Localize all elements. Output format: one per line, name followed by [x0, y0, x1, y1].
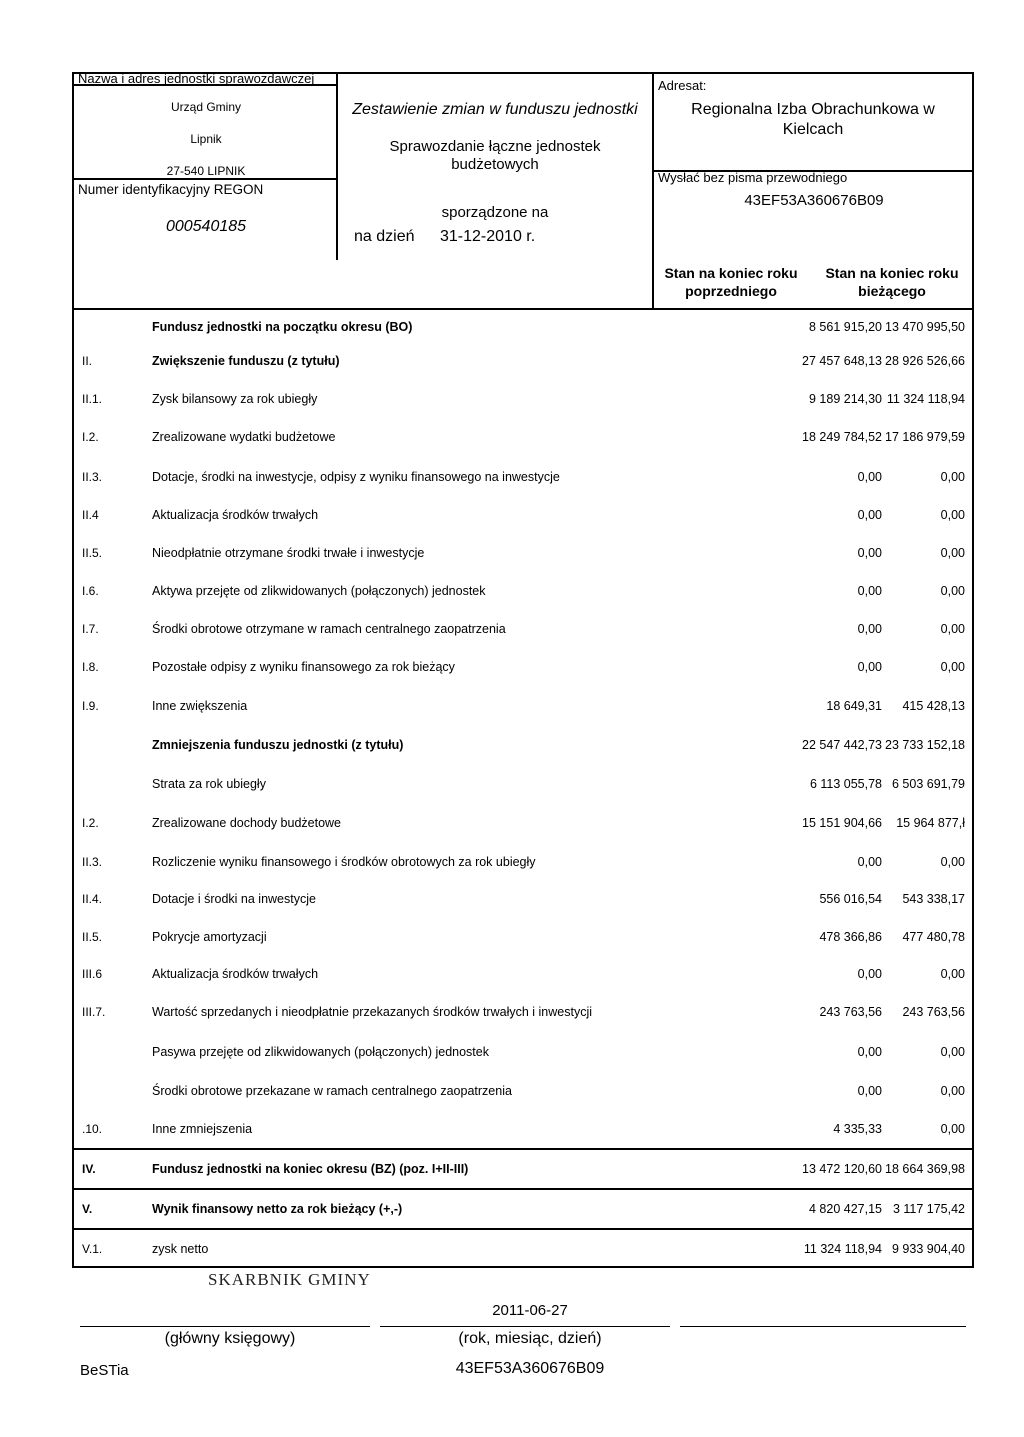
row-value-current: 0,00	[940, 584, 965, 598]
row-number: III.6	[82, 967, 103, 981]
row-value-current: 0,00	[940, 622, 965, 636]
table-row	[72, 687, 972, 726]
send-note: Wysłać bez pisma przewodniego	[658, 170, 848, 185]
row-value-previous: 0,00	[857, 1045, 882, 1059]
row-number: II.	[82, 354, 93, 368]
row-value-current: 18 664 369,98	[885, 1162, 965, 1176]
row-label: Pozostałe odpisy z wyniku finansowego za rok bieżący	[152, 660, 455, 674]
row-value-previous: 243 763,56	[819, 1005, 882, 1019]
row-label: zysk netto	[152, 1242, 209, 1256]
table-row	[72, 1033, 972, 1072]
doc-code: 43EF53A360676B09	[744, 192, 884, 209]
row-number: I.9.	[82, 699, 99, 713]
row-value-previous: 27 457 648,13	[802, 354, 882, 368]
table-row	[72, 918, 972, 957]
org-postcode: 27-540 LIPNIK	[166, 164, 246, 178]
row-number: .10.	[82, 1122, 103, 1136]
signature-date: 2011-06-27	[492, 1302, 568, 1319]
table-row	[72, 418, 972, 457]
table-row	[72, 380, 972, 419]
divider	[72, 178, 336, 180]
row-label: Fundusz jednostki na koniec okresu (BZ) (poz. I+II-III)	[152, 1162, 469, 1176]
table-row	[72, 1228, 972, 1267]
row-value-previous: 18 649,31	[826, 699, 882, 713]
row-label: Wartość sprzedanych i nieodpłatnie przekazanych środków trwałych i inwestycji	[152, 1005, 593, 1019]
row-number: I.2.	[82, 816, 99, 830]
signature-stamp: SKARBNIK GMINY	[208, 1270, 371, 1289]
row-number: I.7.	[82, 622, 99, 636]
row-number: I.8.	[82, 660, 99, 674]
table-row	[72, 880, 972, 919]
row-value-current: 15 964 877,ł	[896, 816, 965, 830]
row-value-current: 13 470 995,50	[885, 320, 965, 334]
row-value-previous: 478 366,86	[819, 930, 882, 944]
row-number: II.3.	[82, 470, 103, 484]
signature-line-date	[380, 1326, 670, 1327]
row-value-previous: 18 249 784,52	[802, 430, 882, 444]
row-number: V.1.	[82, 1242, 103, 1256]
row-value-previous: 0,00	[857, 546, 882, 560]
row-number: III.7.	[82, 1005, 106, 1019]
row-value-current: 28 926 526,66	[885, 354, 965, 368]
row-label: Zmniejszenia funduszu jednostki (z tytułu)	[152, 738, 404, 752]
row-value-previous: 0,00	[857, 584, 882, 598]
row-label: Fundusz jednostki na początku okresu (BO)	[152, 320, 413, 334]
addressee-name: Regionalna Izba Obrachunkowa w Kielcach	[691, 101, 935, 138]
row-label: Zrealizowane dochody budżetowe	[152, 816, 342, 830]
row-number: IV.	[82, 1162, 96, 1176]
row-value-current: 9 933 904,40	[892, 1242, 965, 1256]
row-value-previous: 15 151 904,66	[802, 816, 882, 830]
software-name: BeSTia	[80, 1362, 129, 1379]
accountant-caption: (główny księgowy)	[164, 1330, 296, 1347]
report-date: 31-12-2010 r.	[440, 228, 536, 245]
row-label: Aktywa przejęte od zlikwidowanych (połączonych) jednostek	[152, 584, 486, 598]
footer-doc-code: 43EF53A360676B09	[455, 1360, 605, 1377]
row-value-previous: 0,00	[857, 470, 882, 484]
row-number: V.	[82, 1202, 93, 1216]
row-value-previous: 11 324 118,94	[803, 1242, 882, 1256]
row-value-previous: 9 189 214,30	[809, 392, 882, 406]
row-number: I.6.	[82, 584, 99, 598]
row-label: Zrealizowane wydatki budżetowe	[152, 430, 336, 444]
row-label: Dotacje i środki na inwestycje	[152, 892, 316, 906]
column-header-current-year: Stan na koniec roku bieżącego	[825, 265, 959, 299]
prepared-label: sporządzone na	[441, 204, 549, 221]
table-row	[72, 1110, 972, 1149]
column-header-previous-year: Stan na koniec roku poprzedniego	[664, 265, 798, 299]
row-value-previous: 8 561 915,20	[809, 320, 882, 334]
row-value-previous: 0,00	[857, 622, 882, 636]
signature-line-accountant	[80, 1326, 370, 1327]
row-value-previous: 22 547 442,73	[802, 738, 882, 752]
row-number: II.1.	[82, 392, 103, 406]
row-value-previous: 6 113 055,78	[809, 777, 882, 791]
table-row	[72, 648, 972, 687]
signature-line-manager	[680, 1326, 966, 1327]
row-value-previous: 0,00	[857, 660, 882, 674]
table-row	[72, 804, 972, 843]
row-label: Inne zmniejszenia	[152, 1122, 253, 1136]
row-number: II.5.	[82, 546, 103, 560]
row-value-current: 477 480,78	[902, 930, 965, 944]
sender-title: Nazwa i adres jednostki sprawozdawczej	[78, 71, 315, 86]
table-row	[72, 993, 972, 1032]
table-row	[72, 610, 972, 649]
row-label: Środki obrotowe przekazane w ramach centralnego zaopatrzenia	[152, 1084, 512, 1098]
row-value-current: 0,00	[940, 1045, 965, 1059]
row-number: I.2.	[82, 430, 99, 444]
row-label: Wynik finansowy netto za rok bieżący (+,-)	[152, 1202, 403, 1216]
row-label: Środki obrotowe otrzymane w ramach centralnego zaopatrzenia	[152, 622, 506, 636]
org-name: Urząd Gminy	[170, 100, 241, 114]
table-row	[72, 534, 972, 573]
row-label: Aktualizacja środków trwałych	[152, 967, 319, 981]
row-label: Inne zwiększenia	[152, 699, 248, 713]
table-row	[72, 342, 972, 381]
row-number: II.4.	[82, 892, 103, 906]
row-value-current: 6 503 691,79	[892, 777, 965, 791]
row-label: Aktualizacja środków trwałych	[152, 508, 319, 522]
row-value-previous: 4 335,33	[833, 1122, 882, 1136]
row-value-previous: 0,00	[857, 967, 882, 981]
table-row	[72, 496, 972, 535]
row-value-current: 0,00	[940, 1084, 965, 1098]
row-value-previous: 13 472 120,60	[802, 1162, 882, 1176]
row-value-previous: 0,00	[857, 855, 882, 869]
row-label: Zwiększenie funduszu (z tytułu)	[152, 354, 340, 368]
date-caption: (rok, miesiąc, dzień)	[458, 1330, 602, 1347]
org-city: Lipnik	[190, 132, 222, 146]
row-value-current: 0,00	[940, 470, 965, 484]
row-value-current: 0,00	[940, 660, 965, 674]
table-row	[72, 1148, 972, 1187]
report-title: Zestawienie zmian w funduszu jednostki	[352, 101, 638, 118]
row-label: Nieodpłatnie otrzymane środki trwałe i inwestycje	[152, 546, 425, 560]
row-label: Pasywa przejęte od zlikwidowanych (połączonych) jednostek	[152, 1045, 489, 1059]
row-value-current: 0,00	[940, 855, 965, 869]
row-value-previous: 0,00	[857, 1084, 882, 1098]
row-value-current: 415 428,13	[902, 699, 965, 713]
addressee-label: Adresat:	[658, 78, 707, 93]
row-label: Dotacje, środki na inwestycje, odpisy z wyniku finansowego na inwestycje	[152, 470, 560, 484]
row-value-current: 0,00	[940, 1122, 965, 1136]
row-value-current: 3 117 175,42	[892, 1202, 965, 1216]
report-subtitle: Sprawozdanie łączne jednostek budżetowych	[389, 138, 601, 173]
table-row	[72, 1188, 972, 1227]
table-row	[72, 765, 972, 804]
regon-label: Numer identyfikacyjny REGON	[78, 182, 264, 197]
table-row	[72, 458, 972, 497]
row-value-previous: 4 820 427,15	[809, 1202, 882, 1216]
row-value-current: 243 763,56	[902, 1005, 965, 1019]
date-label: na dzień	[354, 228, 415, 245]
row-value-current: 23 733 152,18	[885, 738, 965, 752]
row-value-previous: 556 016,54	[819, 892, 882, 906]
row-value-previous: 0,00	[857, 508, 882, 522]
row-label: Zysk bilansowy za rok ubiegły	[152, 392, 318, 406]
regon-value: 000540185	[165, 218, 247, 235]
table-row	[72, 955, 972, 994]
row-label: Rozliczenie wyniku finansowego i środków obrotowych za rok ubiegły	[152, 855, 536, 869]
table-row	[72, 1072, 972, 1111]
row-value-current: 543 338,17	[902, 892, 965, 906]
row-value-current: 17 186 979,59	[885, 430, 965, 444]
table-row	[72, 572, 972, 611]
row-number: II.3.	[82, 855, 103, 869]
row-number: II.4	[82, 508, 99, 522]
row-value-current: 0,00	[940, 508, 965, 522]
row-number: II.5.	[82, 930, 103, 944]
row-value-current: 0,00	[940, 967, 965, 981]
table-row	[72, 726, 972, 765]
row-label: Strata za rok ubiegły	[152, 777, 266, 791]
row-value-current: 11 324 118,94	[886, 392, 965, 406]
row-value-current: 0,00	[940, 546, 965, 560]
row-label: Pokrycje amortyzacji	[152, 930, 267, 944]
table-row	[72, 843, 972, 882]
